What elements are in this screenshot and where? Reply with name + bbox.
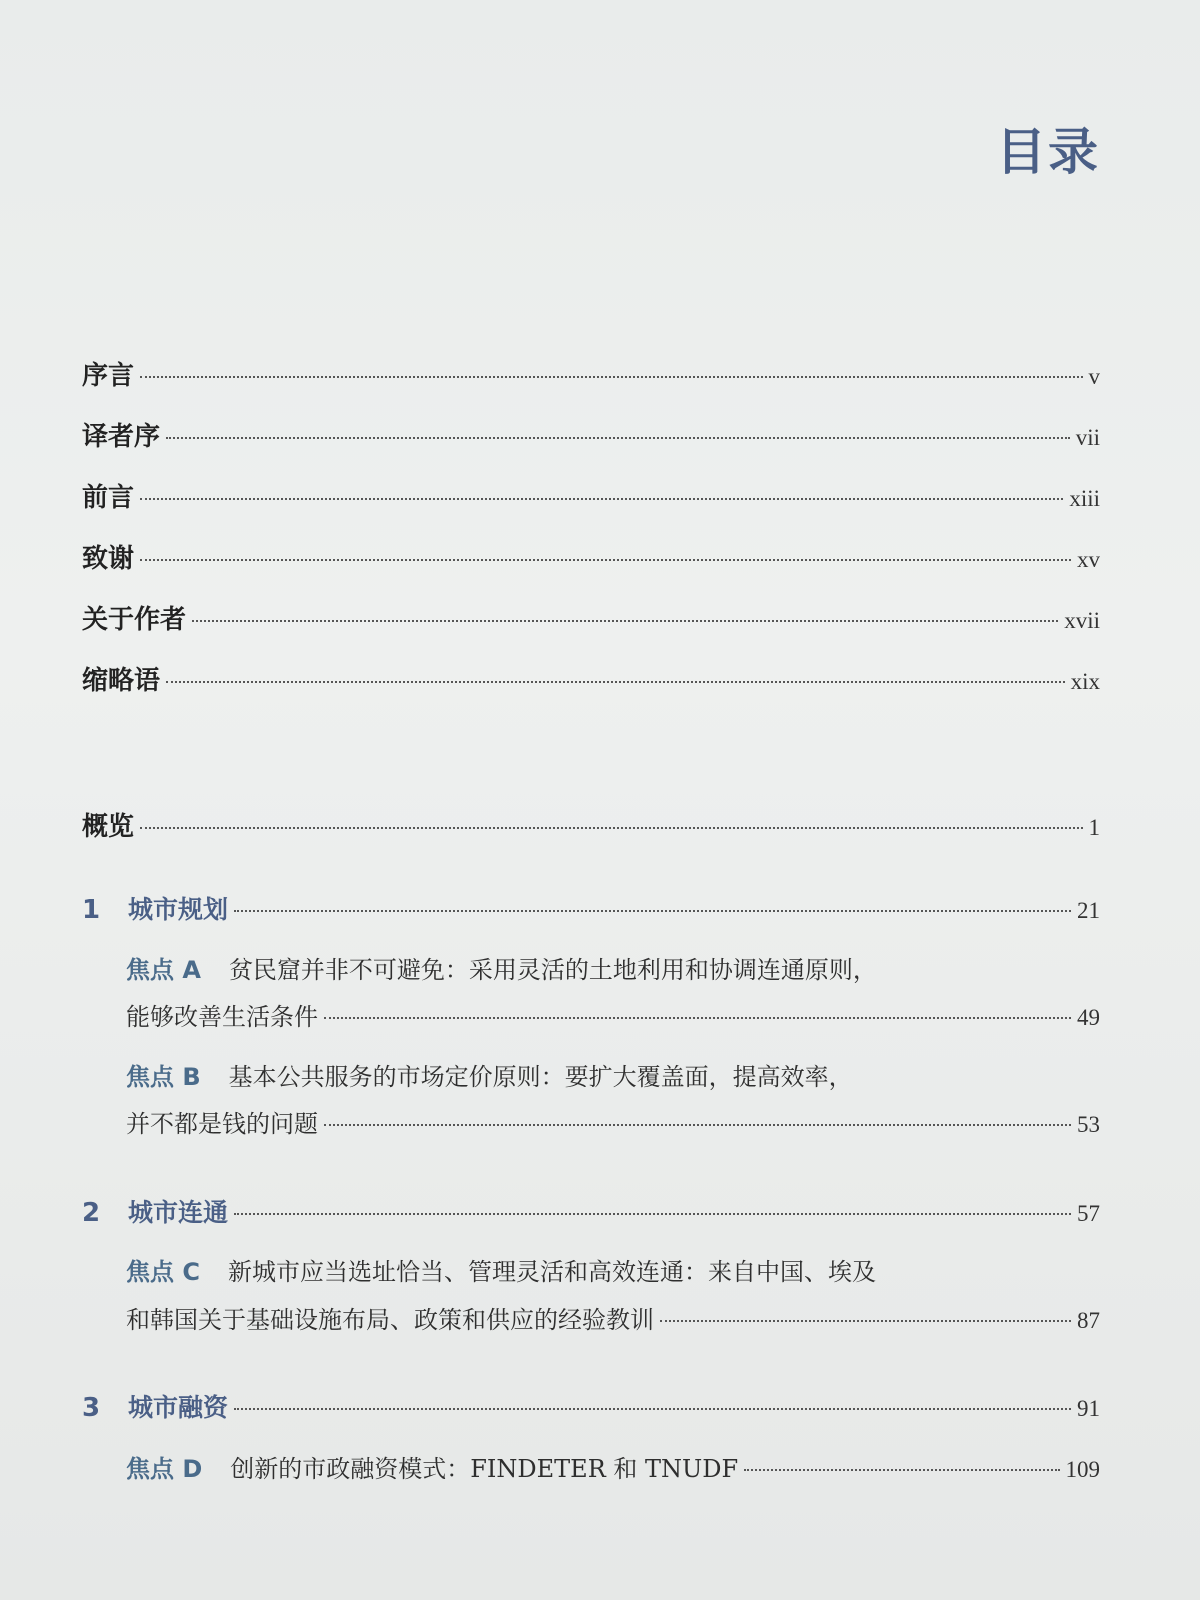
focus-tag: 焦点 B <box>126 1063 201 1091</box>
focus-title-continued: 能够改善生活条件 <box>126 1003 318 1031</box>
toc-entry-preface[interactable] <box>0 355 1200 392</box>
leader-dots <box>744 1468 1059 1471</box>
leader-dots <box>166 436 1070 439</box>
toc-entry-overview[interactable] <box>0 806 1200 843</box>
leader-dots <box>192 619 1058 622</box>
toc-entry-label: 译者序 <box>82 422 161 452</box>
chapter-title: 城市连通 <box>128 1198 229 1227</box>
focus-title-continued: 并不都是钱的问题 <box>126 1110 318 1138</box>
toc-focus-b-line1[interactable] <box>0 1057 1200 1092</box>
toc-entry-label: 序言 <box>82 361 135 391</box>
toc-entry-page: 53 <box>1077 1112 1100 1137</box>
toc-entry-page: 91 <box>1077 1396 1100 1421</box>
toc-entry-page: 87 <box>1077 1308 1100 1333</box>
leader-dots <box>140 558 1071 561</box>
leader-dots <box>234 1407 1071 1410</box>
toc-entry-page: xix <box>1070 669 1100 694</box>
toc-entry-page: 49 <box>1077 1005 1100 1030</box>
toc-entry-page: v <box>1088 364 1100 389</box>
chapter-title: 城市规划 <box>128 895 229 924</box>
focus-title: 基本公共服务的市场定价原则：要扩大覆盖面，提高效率， <box>228 1063 853 1091</box>
focus-tag: 焦点 C <box>126 1258 200 1286</box>
toc-entry-label: 致谢 <box>82 544 135 574</box>
toc-focus-a-line1[interactable] <box>0 950 1200 985</box>
toc-entry-page: xv <box>1077 547 1100 572</box>
leader-dots <box>166 680 1065 683</box>
focus-title: 新城市应当选址恰当、管理灵活和高效连通：来自中国、埃及 <box>227 1258 876 1286</box>
toc-entry-page: vii <box>1075 425 1100 450</box>
leader-dots <box>234 1212 1071 1215</box>
chapter-number: 3 <box>82 1393 101 1423</box>
toc-focus-c-line2[interactable] <box>0 1300 1200 1335</box>
toc-focus-b-line2[interactable] <box>0 1104 1200 1139</box>
leader-dots <box>140 826 1082 829</box>
toc-entry-label: 前言 <box>82 483 135 513</box>
leader-dots <box>324 1123 1071 1126</box>
chapter-number: 2 <box>82 1198 101 1228</box>
toc-entry-translator-preface[interactable] <box>0 416 1200 453</box>
leader-dots <box>324 1016 1071 1019</box>
toc-entry-page: 109 <box>1065 1457 1100 1482</box>
toc-entry-page: 1 <box>1088 815 1100 840</box>
toc-chapter-3[interactable] <box>0 1388 1200 1424</box>
toc-entry-abbreviations[interactable] <box>0 660 1200 697</box>
toc-focus-a-line2[interactable] <box>0 997 1200 1032</box>
toc-entry-page: 21 <box>1077 898 1100 923</box>
toc-focus-d[interactable] <box>0 1449 1200 1484</box>
page-title: 目录 <box>996 123 1100 181</box>
focus-tag: 焦点 A <box>126 956 201 984</box>
toc-chapter-1[interactable] <box>0 890 1200 926</box>
leader-dots <box>140 497 1063 500</box>
focus-tag: 焦点 D <box>126 1455 203 1483</box>
toc-entry-page: 57 <box>1077 1201 1100 1226</box>
toc-entry-label: 概览 <box>82 812 135 842</box>
focus-title-continued: 和韩国关于基础设施布局、政策和供应的经验教训 <box>126 1306 654 1334</box>
toc-entry-acknowledgements[interactable] <box>0 538 1200 575</box>
leader-dots <box>660 1319 1071 1322</box>
toc-focus-c-line1[interactable] <box>0 1252 1200 1287</box>
chapter-number: 1 <box>82 895 101 925</box>
leader-dots <box>234 909 1071 912</box>
leader-dots <box>140 375 1082 378</box>
toc-entry-label: 关于作者 <box>82 605 187 635</box>
toc-entry-label: 缩略语 <box>82 666 161 696</box>
focus-title: 贫民窟并非不可避免：采用灵活的土地利用和协调连通原则， <box>228 956 877 984</box>
toc-chapter-2[interactable] <box>0 1193 1200 1229</box>
toc-entry-about-authors[interactable] <box>0 599 1200 636</box>
toc-entry-page: xiii <box>1069 486 1100 511</box>
focus-title: 创新的市政融资模式：FINDETER 和 TNUDF <box>230 1455 739 1483</box>
toc-entry-foreword[interactable] <box>0 477 1200 514</box>
chapter-title: 城市融资 <box>128 1393 229 1422</box>
toc-entry-page: xvii <box>1064 608 1100 633</box>
